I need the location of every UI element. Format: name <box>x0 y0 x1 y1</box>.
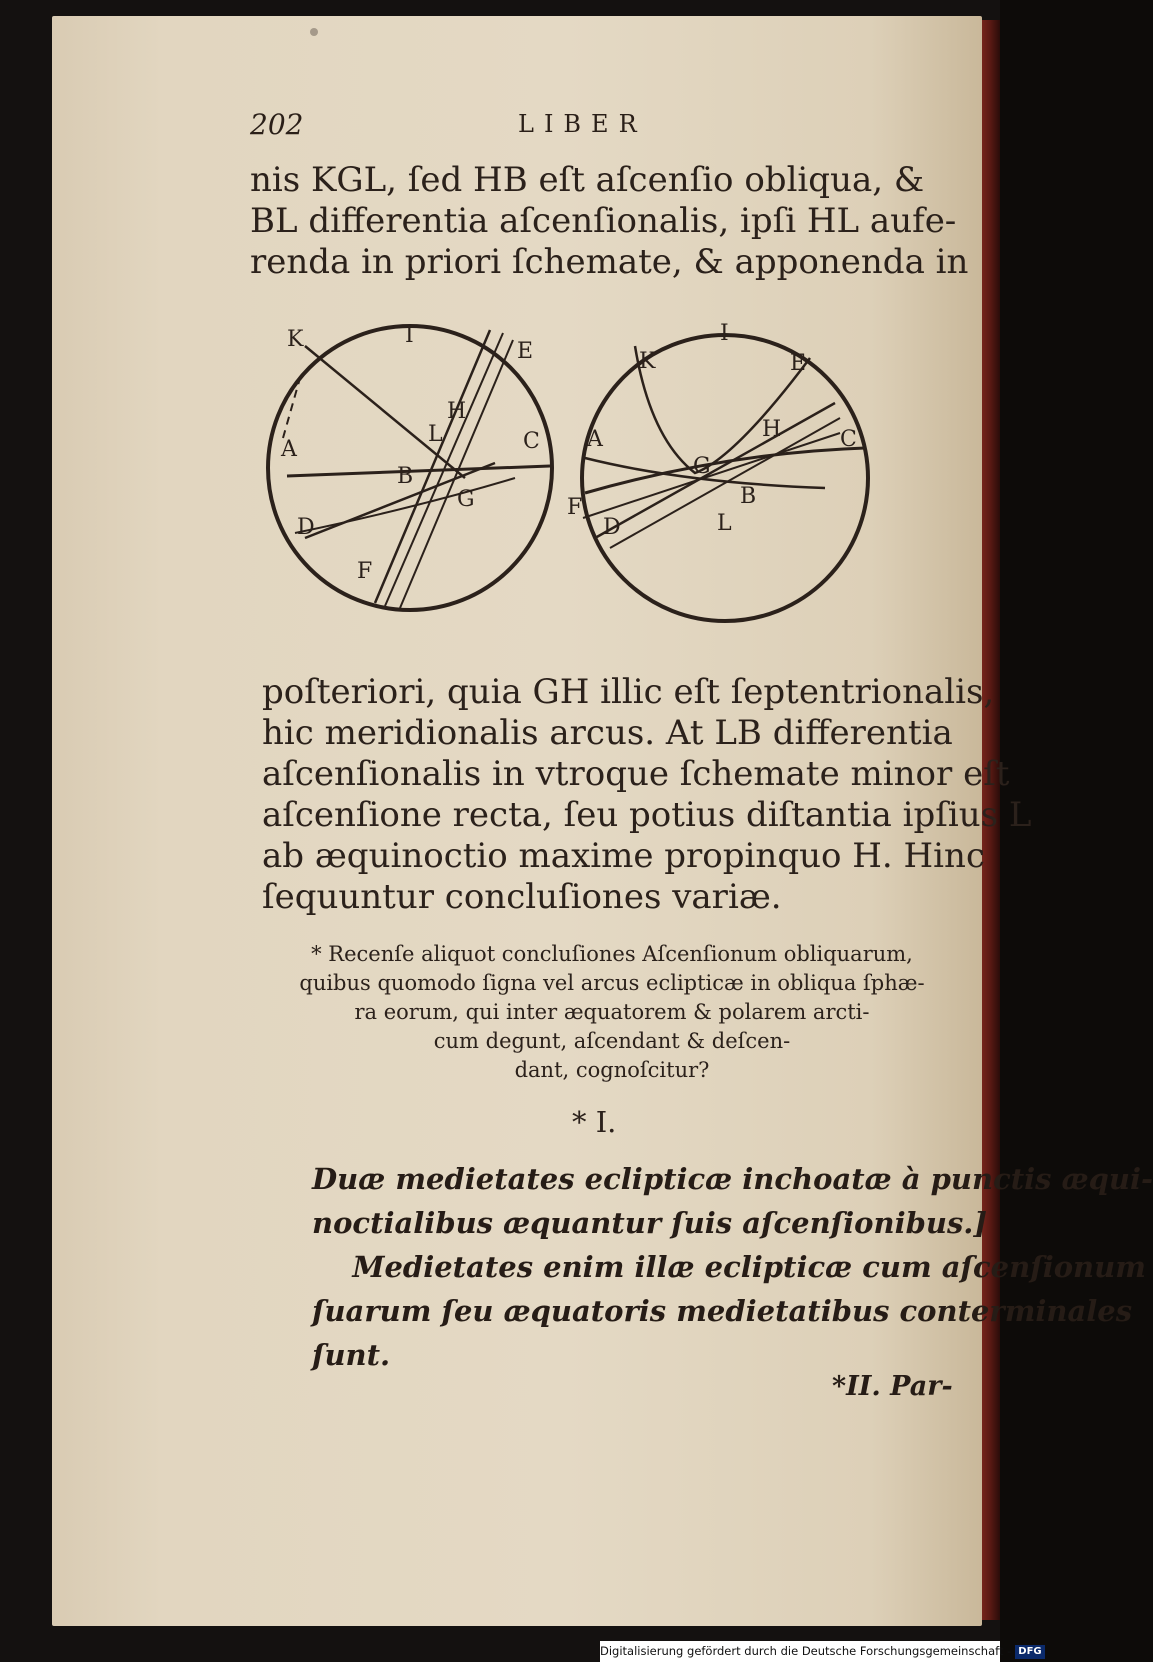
diagram-label: B <box>740 484 757 509</box>
diagram-label: C <box>840 427 857 452</box>
conclusion-text <box>312 1157 1153 1377</box>
diagram-label: G <box>693 454 711 479</box>
page-header <box>250 108 950 148</box>
running-head: LIBER <box>518 110 647 138</box>
right-sphere-diagram <box>582 335 868 621</box>
diagram-label: K <box>639 349 656 374</box>
page-number: 202 <box>250 108 304 141</box>
celestial-diagrams <box>265 318 925 638</box>
digitization-footer <box>600 1641 1042 1662</box>
section-number: * I. <box>572 1105 617 1139</box>
diagram-label: D <box>603 515 621 540</box>
italic-line: Medietates enim illæ eclipticæ cum aſcenſionum <box>312 1250 1146 1284</box>
note-line: * Recenſe aliquot concluſiones Aſcenſionum obliquarum, <box>311 942 913 966</box>
text-line: ſequuntur concluſiones variæ. <box>262 877 782 917</box>
text-line: nis KGL, ſed HB eſt aſcenſio obliqua, & <box>250 160 925 200</box>
diagram-label: E <box>790 351 807 376</box>
note-line: cum degunt, aſcendant & deſcen- <box>433 1029 791 1053</box>
paragraph-middle <box>262 672 1031 918</box>
diagram-label: H <box>762 417 782 442</box>
italic-line: Duæ medietates eclipticæ inchoatæ à punctis æqui- <box>312 1162 1153 1196</box>
diagram-label: G <box>457 487 475 512</box>
left-diagram-labels <box>280 323 540 584</box>
right-diagram-labels <box>567 321 857 540</box>
diagram-label: C <box>523 429 540 454</box>
text-line: aſcenſionalis in vtroque ſchemate minor eſt <box>262 754 1010 794</box>
diagram-label: A <box>587 427 603 452</box>
text-line: renda in priori ſchemate, & apponenda in <box>250 242 969 282</box>
text-line: BL differentia aſcenſionalis, ipſi HL aufe- <box>250 201 957 241</box>
marginal-question <box>262 940 962 1085</box>
diagram-label: A <box>281 437 297 462</box>
diagram-label: B <box>397 464 414 489</box>
text-line: poſteriori, quia GH illic eſt ſeptentrionalis, <box>262 672 995 712</box>
note-line: ra eorum, qui inter æquatorem & polarem arcti- <box>354 1000 870 1024</box>
diagram-label: D <box>297 515 315 540</box>
text-line: hic meridionalis arcus. At LB differentia <box>262 713 953 753</box>
italic-line: ſuarum ſeu æquatoris medietatibus conterminales <box>312 1294 1133 1328</box>
footer-text: Digitalisierung gefördert durch die Deutsche Forschungsgemeinschaft - <box>600 1644 1012 1658</box>
text-line: aſcenſione recta, ſeu potius diſtantia ipſius L <box>262 795 1032 835</box>
catchword: *II. Par- <box>832 1371 953 1402</box>
dfg-logo: DFG <box>1015 1645 1044 1659</box>
note-line: dant, cognoſcitur? <box>514 1058 710 1082</box>
diagram-label: L <box>428 422 443 447</box>
paragraph-top <box>250 160 968 283</box>
diagram-label: L <box>717 511 732 536</box>
diagram-label: F <box>357 559 373 584</box>
diagram-label: F <box>567 495 583 520</box>
italic-line: ſunt. <box>312 1338 391 1372</box>
diagram-label: I <box>720 321 729 346</box>
page-stain <box>310 28 318 36</box>
diagram-label: H <box>447 399 467 424</box>
diagram-label: K <box>287 327 304 352</box>
diagram-label: I <box>405 323 414 348</box>
note-line: quibus quomodo ſigna vel arcus eclipticæ in obliqua ſphæ- <box>299 971 925 995</box>
diagram-label: E <box>517 339 534 364</box>
italic-line: noctialibus æquantur ſuis aſcenſionibus.] <box>312 1206 988 1240</box>
text-line: ab æquinoctio maxime propinquo H. Hinc <box>262 836 985 876</box>
